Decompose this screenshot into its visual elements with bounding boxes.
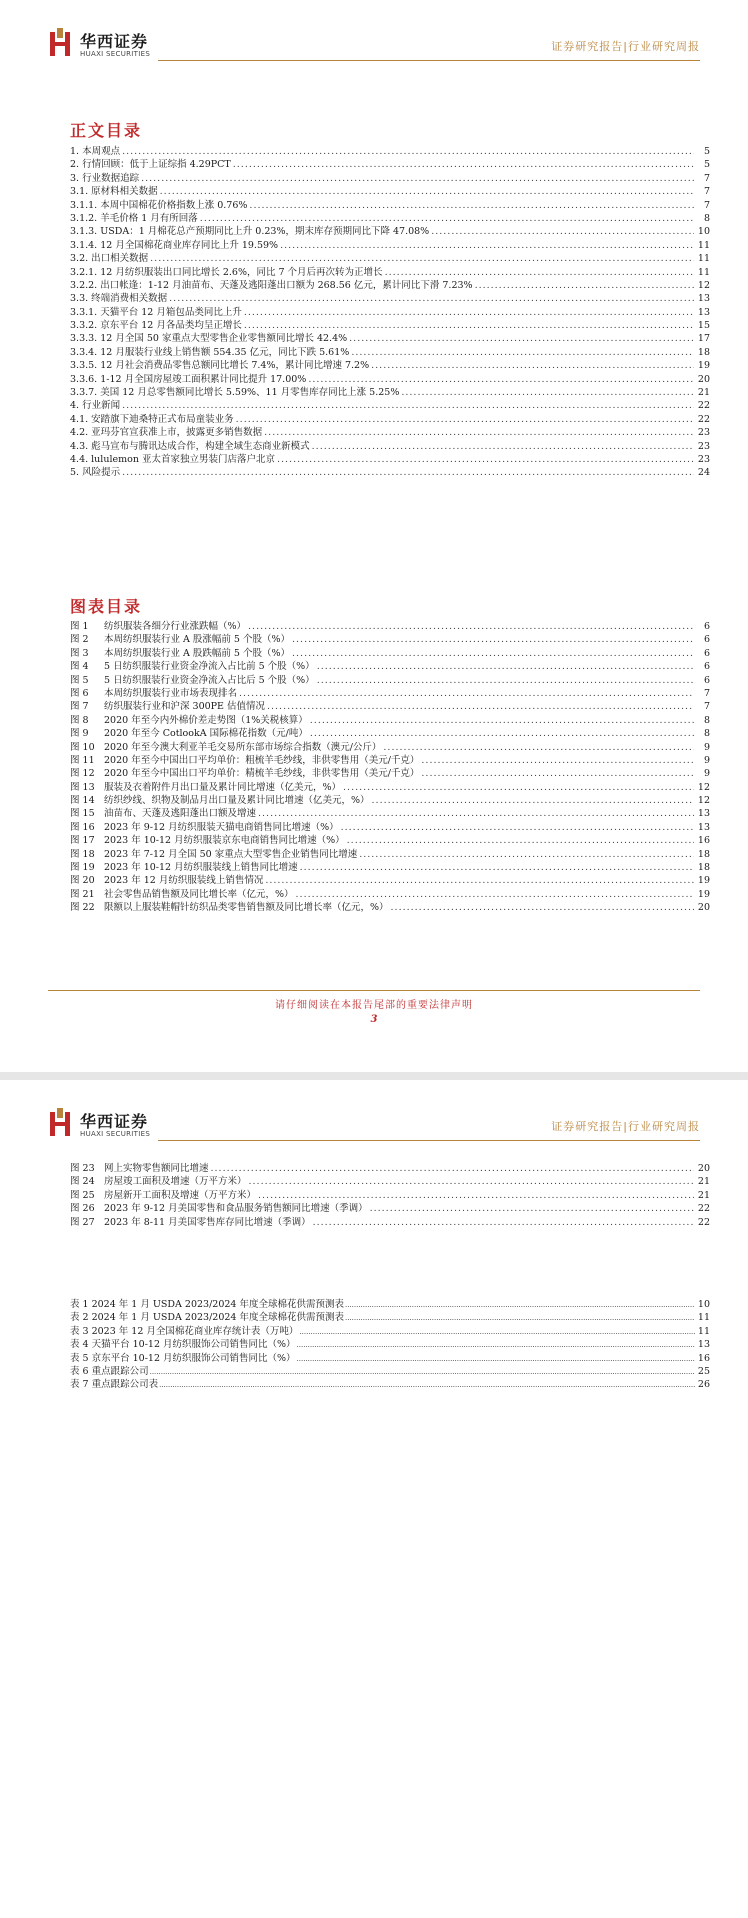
toc-entry-title: 1. 本周观点: [70, 146, 121, 157]
figure-entry[interactable]: [70, 874, 710, 887]
toc-entry-page: 8: [703, 212, 710, 224]
leader-dots: [141, 172, 694, 185]
figure-page: 9: [703, 768, 710, 780]
leader-dots: [211, 1162, 694, 1175]
figure-label: 图 22: [70, 902, 95, 914]
figure-label: 图 19: [70, 862, 95, 874]
toc-entry-title: 3.3.6. 1-12 月全国房屋竣工面积累计同比提升 17.00%: [70, 373, 307, 385]
leader-dots: [401, 386, 694, 399]
table-list: [70, 1298, 710, 1392]
figure-label: 图 26: [70, 1203, 95, 1215]
toc-entry-title: 4. 行业新闻: [70, 400, 121, 412]
figure-title: 纺织纱线、织物及制品月出口量及累计同比增速（亿美元，%）: [104, 795, 370, 807]
figure-page: 6: [703, 647, 710, 659]
toc-entry-page: 24: [697, 467, 710, 479]
toc-entry-page: 13: [697, 306, 710, 318]
toc-entry-title: 3.2. 出口相关数据: [70, 253, 149, 265]
toc-entry[interactable]: [70, 332, 710, 345]
table-page: 16: [697, 1352, 710, 1364]
toc-entry-page: 22: [697, 400, 710, 412]
leader-dots: [277, 453, 694, 466]
figure-entry[interactable]: [70, 1162, 710, 1175]
logo-english-text: HUAXI SECURITIES: [80, 50, 151, 58]
header-divider: [158, 60, 700, 61]
toc-entry-page: 21: [697, 387, 710, 399]
leader-dots: [475, 279, 694, 292]
leader-dots: [308, 373, 694, 386]
figure-title: 2020 年至今中国出口平均单价：粗梳羊毛纱线，非供零售用（美元/千克）: [104, 754, 420, 766]
leader-dots: [122, 466, 694, 479]
leader-dots: [244, 319, 694, 332]
figure-page: 21: [697, 1176, 710, 1188]
figure-entry[interactable]: [70, 700, 710, 713]
figure-entry[interactable]: [70, 1216, 710, 1229]
table-page: 13: [697, 1339, 710, 1351]
toc-entry[interactable]: [70, 185, 710, 198]
figure-entry[interactable]: [70, 754, 710, 767]
toc-entry-page: 19: [697, 360, 710, 372]
figure-entry[interactable]: [70, 901, 710, 914]
toc-entry[interactable]: [70, 426, 710, 439]
figure-page: 12: [697, 781, 710, 793]
leader-dots: [300, 861, 694, 874]
table-of-contents: [70, 145, 710, 480]
toc-entry[interactable]: [70, 239, 710, 252]
figure-entry[interactable]: [70, 687, 710, 700]
figure-label: 图 21: [70, 888, 95, 900]
table-entry[interactable]: [70, 1365, 710, 1378]
figure-page: 18: [697, 862, 710, 874]
figure-label: 图 3: [70, 647, 89, 659]
figure-entry[interactable]: [70, 888, 710, 901]
figure-title: 纺织服装各细分行业涨跌幅（%）: [104, 621, 247, 632]
figure-label: 图 17: [70, 835, 95, 847]
figure-entry[interactable]: [70, 633, 710, 646]
table-entry[interactable]: [70, 1325, 710, 1338]
toc-entry[interactable]: [70, 252, 710, 265]
leader-dots: [359, 848, 694, 861]
leader-dots: [150, 252, 694, 265]
leader-dots: [371, 359, 694, 372]
toc-entry[interactable]: [70, 346, 710, 359]
figure-entry[interactable]: [70, 1202, 710, 1215]
figure-page: 7: [703, 687, 710, 699]
page-header: [48, 1106, 700, 1142]
toc-entry-page: 7: [703, 199, 710, 211]
figure-page: 13: [697, 821, 710, 833]
leader-dots: [244, 306, 694, 319]
figure-entry[interactable]: [70, 861, 710, 874]
figure-page: 22: [697, 1216, 710, 1228]
figure-entry[interactable]: [70, 848, 710, 861]
figure-title: 2020 年至今中国出口平均单价：精梳羊毛纱线，非供零售用（美元/千克）: [104, 768, 420, 780]
leader-dots: [351, 346, 694, 359]
toc-entry-page: 5: [703, 146, 710, 157]
toc-entry[interactable]: [70, 399, 710, 412]
figure-label: 图 6: [70, 687, 89, 699]
figure-entry[interactable]: [70, 727, 710, 740]
page-separator: [0, 1072, 748, 1080]
figure-page: 7: [703, 701, 710, 713]
figure-title: 2023 年 9-12 月纺织服装天猫电商销售同比增速（%）: [104, 821, 339, 833]
leader-dots: [343, 781, 694, 794]
leader-dots: [200, 212, 694, 225]
figure-title: 2020 年至今 CotlookA 国际棉花指数（元/吨）: [104, 728, 308, 740]
toc-heading: 正文目录: [70, 121, 143, 140]
figure-page: 21: [697, 1189, 710, 1201]
table-title: 表 7 重点跟踪公司表: [70, 1379, 159, 1391]
toc-entry-title: 3.3. 终端消费相关数据: [70, 293, 168, 305]
figure-entry[interactable]: [70, 834, 710, 847]
toc-entry[interactable]: [70, 225, 710, 238]
toc-entry-title: 3.3.2. 京东平台 12 月各品类均呈正增长: [70, 320, 242, 332]
leader-dots: [297, 1339, 695, 1352]
figure-page: 20: [697, 1163, 710, 1174]
leader-dots: [310, 727, 694, 740]
figure-page: 6: [703, 621, 710, 632]
figure-entry[interactable]: [70, 620, 710, 633]
toc-entry-page: 11: [697, 253, 710, 265]
table-title: 表 2 2024 年 1 月 USDA 2023/2024 年度全球棉花供需预测表: [70, 1312, 344, 1324]
leader-dots: [296, 888, 694, 901]
figure-entry[interactable]: [70, 821, 710, 834]
leader-dots: [431, 225, 694, 238]
figures-heading: 图表目录: [70, 597, 143, 616]
figure-title: 2023 年 7-12 月全国 50 家重点大型零售企业销售同比增速: [104, 848, 358, 860]
toc-entry-title: 4.1. 安踏旗下迪桑特正式布局童装业务: [70, 413, 234, 425]
figure-title: 纺织服装行业和沪深 300PE 估值情况: [104, 701, 265, 713]
figure-title: 本周纺织服装行业市场表现排名: [104, 687, 238, 699]
toc-entry-title: 3.1. 原材料相关数据: [70, 186, 158, 198]
figure-title: 房屋竣工面积及增速（万平方米）: [104, 1176, 247, 1188]
logo-english-text: HUAXI SECURITIES: [80, 1130, 151, 1138]
leader-dots: [370, 1202, 694, 1215]
leader-dots: [347, 834, 694, 847]
figure-page: 8: [703, 714, 710, 726]
figure-page: 6: [703, 634, 710, 646]
leader-dots: [345, 1312, 695, 1325]
table-entry[interactable]: [70, 1378, 710, 1391]
leader-dots: [122, 145, 694, 158]
leader-dots: [299, 1326, 695, 1339]
figure-title: 2020 年至今内外棉价差走势图（1%关税核算）: [104, 714, 308, 726]
toc-entry-page: 7: [703, 186, 710, 198]
header-divider: [158, 1140, 700, 1141]
figure-label: 图 15: [70, 808, 95, 820]
table-title: 表 1 2024 年 1 月 USDA 2023/2024 年度全球棉花供需预测表: [70, 1299, 344, 1310]
leader-dots: [160, 185, 694, 198]
table-title: 表 6 重点跟踪公司: [70, 1365, 149, 1377]
toc-entry[interactable]: [70, 145, 710, 158]
page-number: 3: [370, 1014, 378, 1025]
figure-entry[interactable]: [70, 714, 710, 727]
leader-dots: [317, 660, 694, 673]
toc-entry[interactable]: [70, 212, 710, 225]
figure-title: 5 日纺织服装行业资金净流入占比后 5 个股（%）: [104, 674, 315, 686]
toc-entry[interactable]: [70, 440, 710, 453]
toc-entry-title: 3.3.7. 美国 12 月总零售额同比增长 5.59%、11 月零售库存同比上涨 5.25%: [70, 387, 400, 399]
figure-title: 2023 年 10-12 月纺织服装线上销售同比增速: [104, 862, 298, 874]
figure-label: 图 5: [70, 674, 89, 686]
toc-entry[interactable]: [70, 172, 710, 185]
leader-dots: [383, 741, 694, 754]
figure-label: 图 24: [70, 1176, 95, 1188]
toc-entry-page: 17: [697, 333, 710, 345]
toc-entry-title: 3.3.3. 12 月全国 50 家重点大型零售企业零售额同比增长 42.4%: [70, 333, 348, 345]
huaxi-logo-icon: [48, 1108, 72, 1138]
leader-dots: [349, 332, 694, 345]
toc-entry-page: 11: [697, 239, 710, 251]
figure-page: 9: [703, 741, 710, 753]
figure-title: 2023 年 10-12 月纺织服装京东电商销售同比增速（%）: [104, 835, 345, 847]
figure-page: 9: [703, 754, 710, 766]
report-type: 证券研究报告|行业研究周报: [551, 1120, 700, 1133]
toc-entry-title: 3.2.2. 出口帐逢：1-12 月油苗布、天蓬及逃阳蓬出口额为 268.56 亿元，累计同比下滑 7.23%: [70, 279, 473, 291]
figure-label: 图 12: [70, 768, 95, 780]
leader-dots: [265, 874, 694, 887]
figure-label: 图 27: [70, 1216, 95, 1228]
figure-entry[interactable]: [70, 674, 710, 687]
figure-page: 22: [697, 1203, 710, 1215]
leader-dots: [341, 821, 694, 834]
leader-dots: [249, 1175, 694, 1188]
figure-page: 18: [697, 848, 710, 860]
figure-title: 本周纺织服装行业 A 股跌幅前 5 个股（%）: [104, 647, 291, 659]
table-title: 表 3 2023 年 12 月全国棉花商业库存统计表（万吨）: [70, 1325, 299, 1337]
figure-page: 6: [703, 661, 710, 673]
table-page: 25: [697, 1365, 710, 1377]
figure-title: 社会零售品销售额及同比增长率（亿元，%）: [104, 888, 294, 900]
figure-page: 20: [697, 902, 710, 914]
leader-dots: [280, 239, 694, 252]
figure-page: 12: [697, 795, 710, 807]
figure-label: 图 9: [70, 728, 89, 740]
toc-entry-page: 23: [697, 453, 710, 465]
logo-text: 华西证券: [80, 1112, 149, 1131]
leader-dots: [317, 674, 694, 687]
figure-title: 油苗布、天蓬及逃阳蓬出口额及增速: [104, 808, 257, 820]
toc-entry-title: 4.3. 彪马宣布与腾讯达成合作，构建全域生态商业新模式: [70, 440, 310, 452]
table-page: 11: [697, 1325, 710, 1337]
figure-entry[interactable]: [70, 647, 710, 660]
figure-page: 8: [703, 728, 710, 740]
table-page: 10: [697, 1299, 710, 1310]
report-page-4: [0, 1080, 748, 1918]
leader-dots: [236, 413, 694, 426]
toc-entry-title: 3.1.1. 本周中国棉花价格指数上涨 0.76%: [70, 199, 248, 211]
logo-text: 华西证券: [80, 32, 149, 51]
leader-dots: [239, 687, 694, 700]
toc-entry[interactable]: [70, 466, 710, 479]
figure-title: 5 日纺织服装行业资金净流入占比前 5 个股（%）: [104, 661, 315, 673]
huaxi-logo-icon: [48, 28, 72, 58]
figure-title: 网上实物零售额同比增速: [104, 1163, 209, 1174]
figure-label: 图 1: [70, 621, 89, 632]
table-entry[interactable]: [70, 1338, 710, 1351]
figure-label: 图 7: [70, 701, 89, 713]
figure-label: 图 4: [70, 661, 89, 673]
figure-label: 图 11: [70, 754, 95, 766]
leader-dots: [292, 647, 694, 660]
figure-entry[interactable]: [70, 794, 710, 807]
toc-entry-page: 15: [697, 320, 710, 332]
leader-dots: [150, 1366, 695, 1379]
figure-page: 19: [697, 875, 710, 887]
leader-dots: [169, 292, 694, 305]
toc-entry-page: 5: [703, 159, 710, 171]
toc-entry-page: 22: [697, 413, 710, 425]
leader-dots: [122, 399, 694, 412]
figure-entry[interactable]: [70, 660, 710, 673]
toc-entry-title: 3.3.1. 天猫平台 12 月箱包品类同比上升: [70, 306, 242, 318]
leader-dots: [233, 158, 694, 171]
toc-entry-title: 3.3.4. 12 月服装行业线上销售额 554.35 亿元，同比下跌 5.61%: [70, 346, 350, 358]
leader-dots: [258, 1189, 694, 1202]
figure-title: 服装及衣着附件月出口量及累计同比增速（亿美元，%）: [104, 781, 342, 793]
leader-dots: [385, 266, 694, 279]
toc-entry-page: 20: [697, 373, 710, 385]
leader-dots: [292, 633, 694, 646]
figure-label: 图 23: [70, 1163, 95, 1174]
table-entry[interactable]: [70, 1298, 710, 1311]
figure-title: 本周纺织服装行业 A 股涨幅前 5 个股（%）: [104, 634, 291, 646]
toc-entry-title: 3.1.2. 羊毛价格 1 月有所回落: [70, 212, 198, 224]
figure-label: 图 2: [70, 634, 89, 646]
table-page: 26: [697, 1379, 710, 1391]
table-title: 表 4 天猫平台 10-12 月纺织服饰公司销售同比（%）: [70, 1339, 296, 1351]
toc-entry-page: 18: [697, 346, 710, 358]
leader-dots: [248, 620, 694, 633]
toc-entry[interactable]: [70, 279, 710, 292]
figure-label: 图 16: [70, 821, 95, 833]
table-page: 11: [697, 1312, 710, 1324]
figure-title: 2023 年 9-12 月美国零售和食品服务销售额同比增速（季调）: [104, 1203, 368, 1215]
toc-entry[interactable]: [70, 158, 710, 171]
toc-entry-page: 23: [697, 427, 710, 439]
figure-label: 图 8: [70, 714, 89, 726]
figure-entry[interactable]: [70, 767, 710, 780]
table-entry[interactable]: [70, 1311, 710, 1324]
figure-page: 16: [697, 835, 710, 847]
toc-entry[interactable]: [70, 386, 710, 399]
figure-label: 图 18: [70, 848, 95, 860]
toc-entry-page: 23: [697, 440, 710, 452]
toc-entry[interactable]: [70, 373, 710, 386]
figure-page: 6: [703, 674, 710, 686]
figure-title: 2020 年至今澳大利亚羊毛交易所东部市场综合指数（澳元/公斤）: [104, 741, 382, 753]
figure-title: 2023 年 12 月纺织服装线上销售情况: [104, 875, 264, 887]
toc-entry[interactable]: [70, 199, 710, 212]
leader-dots: [159, 1379, 695, 1392]
leader-dots: [313, 1216, 694, 1229]
figure-label: 图 10: [70, 741, 95, 753]
figure-label: 图 13: [70, 781, 95, 793]
toc-entry-title: 2. 行情回顾：低于上证综指 4.29PCT: [70, 159, 231, 171]
figure-list: [70, 620, 710, 915]
toc-entry-title: 4.2. 亚玛芬官宣获准上市，披露更多销售数据: [70, 427, 263, 439]
leader-dots: [421, 754, 694, 767]
figure-label: 图 14: [70, 795, 95, 807]
page-header: [48, 26, 700, 62]
leader-dots: [267, 700, 694, 713]
toc-entry-title: 5. 风险提示: [70, 467, 121, 479]
report-type: 证券研究报告|行业研究周报: [551, 40, 700, 53]
figure-list-continued: [70, 1162, 710, 1229]
toc-entry-title: 3.1.4. 12 月全国棉花商业库存同比上升 19.59%: [70, 239, 279, 251]
figure-title: 2023 年 8-11 月美国零售库存同比增速（季调）: [104, 1216, 311, 1228]
toc-entry[interactable]: [70, 306, 710, 319]
toc-entry[interactable]: [70, 453, 710, 466]
toc-entry-page: 13: [697, 293, 710, 305]
leader-dots: [264, 426, 694, 439]
toc-entry-page: 10: [697, 226, 710, 238]
toc-entry-title: 3.2.1. 12 月纺织服装出口同比增长 2.6%，同比 7 个月后再次转为正增长: [70, 266, 383, 278]
figure-entry[interactable]: [70, 1175, 710, 1188]
table-entry[interactable]: [70, 1352, 710, 1365]
toc-entry-title: 4.4. lululemon 亚太首家独立男装门店落户北京: [70, 453, 275, 465]
figure-title: 限额以上服装鞋帽针纺织品类零售销售额及同比增长率（亿元，%）: [104, 902, 389, 914]
leader-dots: [258, 807, 694, 820]
toc-entry[interactable]: [70, 359, 710, 372]
toc-entry-title: 3. 行业数据追踪: [70, 172, 140, 184]
table-title: 表 5 京东平台 10-12 月纺织服饰公司销售同比（%）: [70, 1352, 296, 1364]
figure-label: 图 20: [70, 875, 95, 887]
figure-page: 19: [697, 888, 710, 900]
figure-entry[interactable]: [70, 781, 710, 794]
toc-entry-title: 3.1.3. USDA：1 月棉花总产预期同比上升 0.23%，期末库存预期同比下降 47.08%: [70, 226, 430, 238]
footer-divider: [48, 990, 700, 991]
toc-entry[interactable]: [70, 413, 710, 426]
leader-dots: [310, 714, 694, 727]
toc-entry-page: 12: [697, 279, 710, 291]
toc-entry-page: 7: [703, 172, 710, 184]
legal-disclaimer: 请仔细阅读在本报告尾部的重要法律声明: [275, 1000, 473, 1011]
leader-dots: [421, 767, 694, 780]
leader-dots: [391, 901, 694, 914]
toc-entry[interactable]: [70, 266, 710, 279]
leader-dots: [312, 440, 694, 453]
figure-entry[interactable]: [70, 1189, 710, 1202]
figure-title: 房屋新开工面积及增速（万平方米）: [104, 1189, 257, 1201]
toc-entry-title: 3.3.5. 12 月社会消费品零售总额同比增长 7.4%，累计同比增速 7.2%: [70, 360, 370, 372]
figure-label: 图 25: [70, 1189, 95, 1201]
leader-dots: [297, 1353, 695, 1366]
toc-entry[interactable]: [70, 319, 710, 332]
leader-dots: [249, 199, 694, 212]
toc-entry-page: 11: [697, 266, 710, 278]
leader-dots: [345, 1299, 695, 1312]
figure-entry[interactable]: [70, 741, 710, 754]
figure-entry[interactable]: [70, 807, 710, 820]
leader-dots: [372, 794, 694, 807]
figure-page: 13: [697, 808, 710, 820]
toc-entry[interactable]: [70, 292, 710, 305]
